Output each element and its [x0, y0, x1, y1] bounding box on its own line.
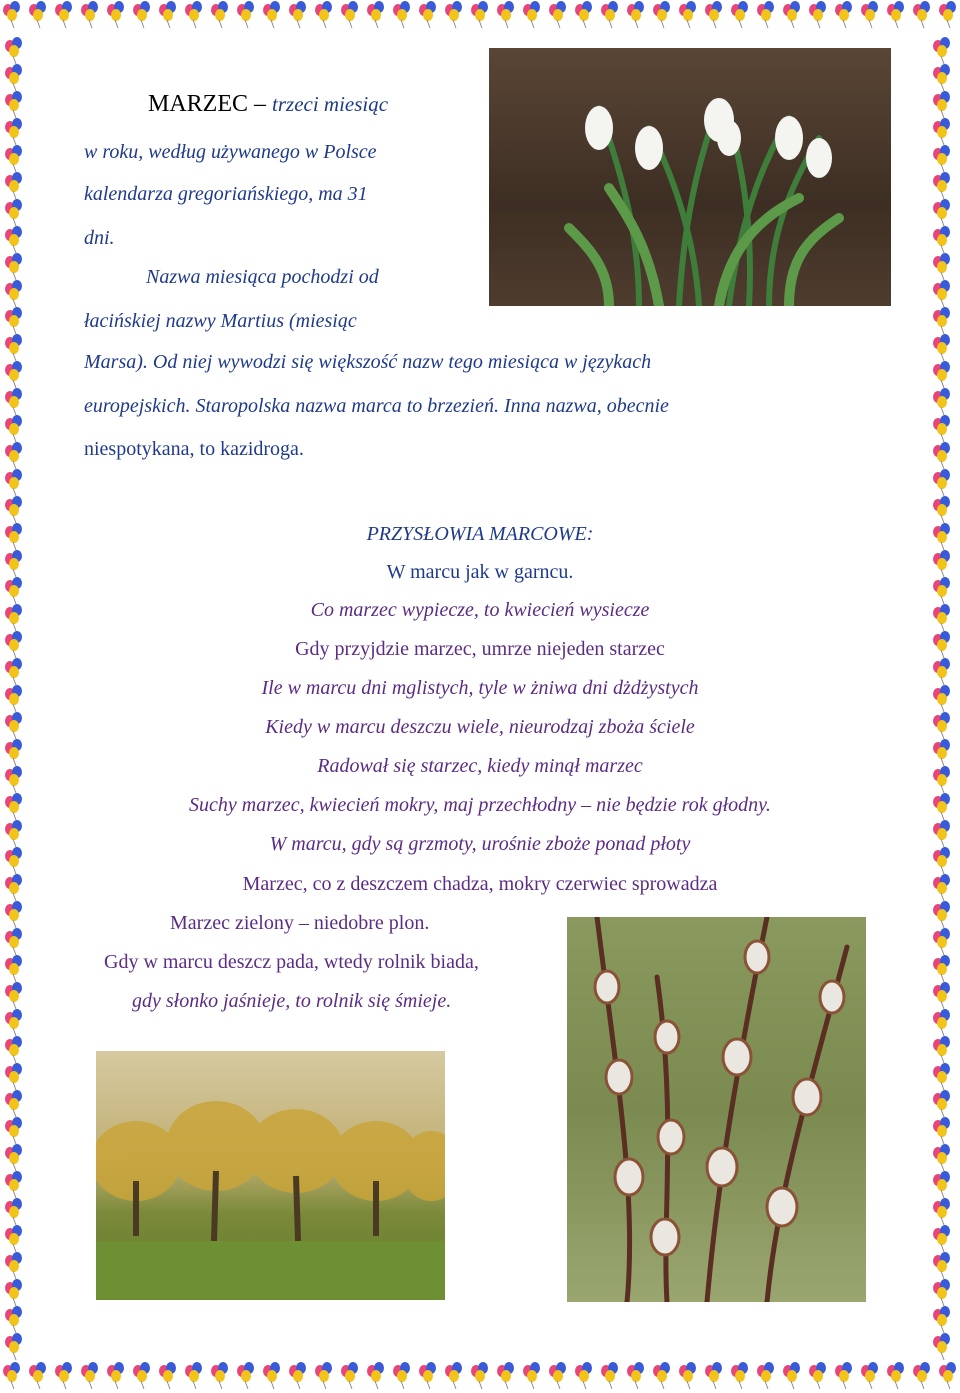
balloon-icon	[5, 1306, 22, 1333]
balloon-icon	[55, 1, 72, 28]
proverb-1: W marcu jak w garncu.	[386, 561, 574, 583]
balloon-icon	[133, 1362, 150, 1389]
balloon-icon	[5, 91, 22, 118]
balloon-icon	[5, 928, 22, 955]
balloon-icon	[933, 928, 950, 955]
balloon-icon	[367, 1362, 384, 1389]
balloon-icon	[933, 91, 950, 118]
balloon-icon	[933, 118, 950, 145]
balloon-icon	[933, 280, 950, 307]
balloon-icon	[159, 1362, 176, 1389]
balloon-icon	[933, 37, 950, 64]
balloon-icon	[185, 1362, 202, 1389]
balloon-icon	[5, 37, 22, 64]
balloon-icon	[5, 172, 22, 199]
intro-line-5: łacińskiej nazwy Martius (miesiąc	[84, 310, 357, 332]
proverb-12: gdy słonko jaśnieje, to rolnik się śmieje.	[132, 990, 452, 1012]
proverb-10: Marzec zielony – niedobre plon.	[170, 912, 430, 934]
balloon-icon	[933, 361, 950, 388]
balloon-icon	[393, 1362, 410, 1389]
balloon-icon	[757, 1, 774, 28]
balloon-icon	[627, 1, 644, 28]
balloon-icon	[81, 1, 98, 28]
balloon-icon	[933, 1144, 950, 1171]
balloon-icon	[835, 1, 852, 28]
balloon-icon	[933, 901, 950, 928]
balloon-icon	[263, 1362, 280, 1389]
balloon-icon	[5, 1090, 22, 1117]
balloon-icon	[5, 388, 22, 415]
balloon-icon	[237, 1362, 254, 1389]
intro-line-4: Nazwa miesiąca pochodzi od	[146, 266, 379, 288]
balloon-icon	[679, 1, 696, 28]
balloon-icon	[237, 1, 254, 28]
balloon-icon	[757, 1362, 774, 1389]
balloon-icon	[523, 1, 540, 28]
balloon-icon	[5, 1036, 22, 1063]
balloon-icon	[731, 1362, 748, 1389]
balloon-icon	[933, 955, 950, 982]
balloon-icon	[471, 1, 488, 28]
balloon-icon	[933, 1198, 950, 1225]
balloon-icon	[783, 1, 800, 28]
balloon-icon	[315, 1362, 332, 1389]
balloon-icon	[5, 901, 22, 928]
balloon-icon	[861, 1, 878, 28]
intro-line-6: Marsa). Od niej wywodzi się większość nazw tego miesiąca w językach	[84, 351, 652, 373]
balloon-icon	[5, 199, 22, 226]
balloon-icon	[933, 1009, 950, 1036]
balloon-icon	[5, 1063, 22, 1090]
proverb-8: W marcu, gdy są grzmoty, urośnie zboże ponad płoty	[269, 833, 691, 855]
balloon-icon	[809, 1362, 826, 1389]
balloon-icon	[933, 1117, 950, 1144]
page-heading	[148, 90, 388, 118]
balloon-icon	[5, 496, 22, 523]
proverb-7: Suchy marzec, kwiecień mokry, maj przechłodny – nie będzie rok głodny.	[189, 794, 771, 816]
heading-title: MARZEC	[148, 91, 249, 117]
proverb-6: Radował się starzec, kiedy minął marzec	[317, 755, 643, 777]
balloon-icon	[419, 1, 436, 28]
proverb-11: Gdy w marcu deszcz pada, wtedy rolnik biada,	[104, 951, 479, 973]
balloon-icon	[933, 1063, 950, 1090]
balloon-icon	[341, 1, 358, 28]
snowdrops-photo	[489, 48, 891, 306]
balloon-icon	[933, 1036, 950, 1063]
intro-line-2: kalendarza gregoriańskiego, ma 31	[84, 183, 368, 205]
balloon-icon	[211, 1362, 228, 1389]
balloon-icon	[5, 253, 22, 280]
balloon-icon	[315, 1, 332, 28]
heading-dash: –	[248, 91, 273, 117]
balloon-icon	[809, 1, 826, 28]
balloon-icon	[185, 1, 202, 28]
balloon-icon	[5, 145, 22, 172]
balloon-icon	[445, 1362, 462, 1389]
balloon-icon	[289, 1362, 306, 1389]
balloon-icon	[5, 442, 22, 469]
balloon-icon	[445, 1, 462, 28]
balloon-icon	[933, 1225, 950, 1252]
balloon-icon	[5, 982, 22, 1009]
balloon-icon	[55, 1362, 72, 1389]
balloon-icon	[933, 172, 950, 199]
balloon-icon	[653, 1, 670, 28]
balloon-icon	[679, 1362, 696, 1389]
balloon-icon	[5, 1117, 22, 1144]
balloon-icon	[575, 1362, 592, 1389]
balloon-icon	[367, 1, 384, 28]
balloon-icon	[933, 226, 950, 253]
balloon-icon	[887, 1, 904, 28]
balloon-icon	[107, 1, 124, 28]
intro-line-1: w roku, według używanego w Polsce	[84, 141, 377, 163]
balloon-icon	[933, 1171, 950, 1198]
balloon-icon	[5, 1144, 22, 1171]
balloon-icon	[861, 1362, 878, 1389]
balloon-icon	[731, 1, 748, 28]
balloon-icon	[159, 1, 176, 28]
balloon-icon	[549, 1362, 566, 1389]
balloon-border-top	[0, 0, 960, 34]
balloon-icon	[933, 145, 950, 172]
balloon-icon	[601, 1, 618, 28]
balloon-icon	[5, 415, 22, 442]
pussy-willow-photo	[567, 917, 866, 1302]
balloon-icon	[5, 955, 22, 982]
balloon-icon	[627, 1362, 644, 1389]
balloon-icon	[81, 1362, 98, 1389]
balloon-icon	[933, 1279, 950, 1306]
balloon-border-bottom	[0, 1359, 960, 1393]
balloon-icon	[835, 1362, 852, 1389]
balloon-icon	[933, 307, 950, 334]
balloon-icon	[133, 1, 150, 28]
willow-trees-photo	[96, 1051, 445, 1300]
proverb-2: Co marzec wypiecze, to kwiecień wysiecze	[310, 599, 650, 621]
balloon-icon	[783, 1362, 800, 1389]
balloon-icon	[653, 1362, 670, 1389]
balloon-icon	[5, 118, 22, 145]
balloon-icon	[705, 1, 722, 28]
balloon-icon	[5, 1279, 22, 1306]
proverb-9: Marzec, co z deszczem chadza, mokry czerwiec sprowadza	[242, 873, 718, 895]
balloon-icon	[5, 469, 22, 496]
balloon-icon	[933, 1306, 950, 1333]
balloon-icon	[549, 1, 566, 28]
balloon-icon	[497, 1, 514, 28]
balloon-icon	[5, 1198, 22, 1225]
intro-line-7: europejskich. Staropolska nazwa marca to brzezień. Inna nazwa, obecnie	[84, 395, 669, 417]
balloon-icon	[471, 1362, 488, 1389]
balloon-icon	[933, 1090, 950, 1117]
balloon-icon	[211, 1, 228, 28]
balloon-icon	[419, 1362, 436, 1389]
balloon-icon	[5, 1252, 22, 1279]
balloon-icon	[933, 982, 950, 1009]
balloon-icon	[601, 1362, 618, 1389]
balloon-icon	[289, 1, 306, 28]
balloon-icon	[263, 1, 280, 28]
balloon-icon	[933, 1252, 950, 1279]
balloon-icon	[933, 64, 950, 91]
balloon-icon	[933, 496, 950, 523]
balloon-icon	[5, 334, 22, 361]
balloon-icon	[5, 1333, 22, 1360]
balloon-icon	[393, 1, 410, 28]
balloon-icon	[5, 1171, 22, 1198]
heading-subtitle: trzeci miesiąc	[272, 92, 389, 116]
balloon-icon	[933, 1333, 950, 1360]
balloon-icon	[933, 469, 950, 496]
balloon-icon	[5, 1009, 22, 1036]
intro-line-3: dni.	[84, 227, 115, 249]
balloon-icon	[5, 361, 22, 388]
balloon-icon	[887, 1362, 904, 1389]
balloon-icon	[933, 442, 950, 469]
balloon-icon	[5, 64, 22, 91]
balloon-icon	[523, 1362, 540, 1389]
proverb-3: Gdy przyjdzie marzec, umrze niejeden starzec	[295, 638, 665, 660]
balloon-icon	[575, 1, 592, 28]
balloon-icon	[5, 1225, 22, 1252]
proverbs-title: PRZYSŁOWIA MARCOWE:	[366, 523, 594, 545]
balloon-icon	[933, 199, 950, 226]
balloon-icon	[933, 388, 950, 415]
proverb-4: Ile w marcu dni mglistych, tyle w żniwa dni dżdżystych	[261, 677, 699, 699]
proverb-5: Kiedy w marcu deszczu wiele, nieurodzaj zboża ściele	[265, 716, 695, 738]
balloon-icon	[5, 280, 22, 307]
intro-line-8: niespotykana, to kazidroga.	[84, 438, 304, 460]
balloon-icon	[933, 415, 950, 442]
balloon-icon	[107, 1362, 124, 1389]
balloon-icon	[497, 1362, 514, 1389]
balloon-icon	[5, 307, 22, 334]
balloon-icon	[933, 334, 950, 361]
balloon-icon	[341, 1362, 358, 1389]
balloon-icon	[933, 253, 950, 280]
balloon-icon	[5, 226, 22, 253]
balloon-icon	[705, 1362, 722, 1389]
